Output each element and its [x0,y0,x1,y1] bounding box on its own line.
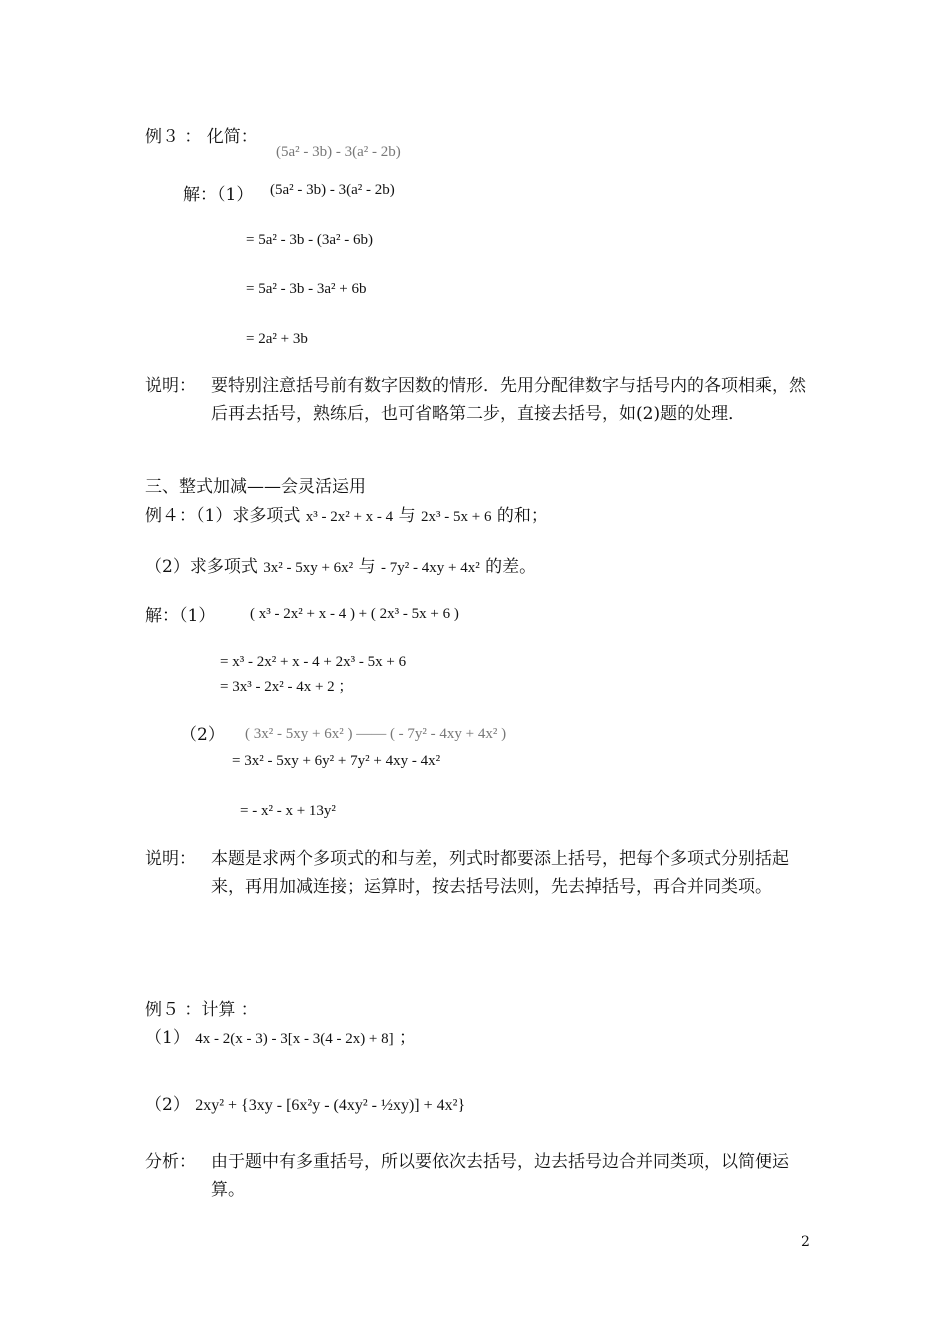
ex4-q1-mid: 与 [398,506,416,526]
ex5-title: 例５ ：计算 ： [145,1000,258,1020]
page-number: 2 [801,1234,810,1250]
ex4-q2 [145,556,536,579]
note-2-text: 本题是求两个多项式的和与差，列式时都要添上括号，把每个多项式分别括起来，再用加减连接；运算时，按去括号法则，先去掉括号，再合并同类项。 [211,849,789,897]
ex5-q1-suffix: ； [399,1028,417,1048]
ex3-solution-expression: (5a² - 3b) - 3(a² - 2b) [270,182,395,198]
ex3-solution-label: 解：（1） [183,185,254,205]
ex5-q2-expression: 2xy² + {3xy - [6x²y - (4xy² - ½xy)] + 4x²} [195,1097,466,1114]
note-1-text: 要特别注意括号前有数字因数的情形．先用分配律数字与括号内的各项相乘，然后再去括号，熟练后，也可省略第二步，直接去括号，如(2)题的处理． [211,376,806,424]
ex4-q1-expression-1: x³ - 2x² + x - 4 [305,509,394,525]
ex5-q2-label: （2） [145,1095,190,1115]
ex4-solution-1-step-2: = 3x³ - 2x² - 4x + 2 ； [220,679,354,695]
ex4-q1-expression-2: 2x³ - 5x + 6 [421,509,492,525]
ex4-q2-suffix: 的差。 [485,557,537,577]
note-1 [145,372,825,462]
note-1-label: 说明： [145,376,196,396]
ex5-q1-label: （1） [145,1028,190,1048]
ex4-q2-expression-2: - 7y² - 4xy + 4x² [381,560,480,576]
ex3-step-1: = 5a² - 3b - (3a² - 6b) [246,232,373,248]
ex4-solution-1-step-1: = x³ - 2x² + x - 4 + 2x³ - 5x + 6 [220,654,407,670]
ex4-q1-prefix: 例４：（1）求多项式 [145,506,301,526]
ex4-solution-2-step-1: = 3x² - 5xy + 6y² + 7y² + 4xy - 4x² [232,753,441,769]
ex3-title: 例３ ： 化简： [145,127,258,147]
ex4-solution-2-expression: ( 3x² - 5xy + 6x² ) —— ( - 7y² - 4xy + 4x² ) [245,726,507,742]
ex5-q1-expression: 4x - 2(x - 3) - 3[x - 3(4 - 2x) + 8] [195,1031,394,1047]
ex4-solution-2-label: （2） [180,725,225,745]
ex3-step-2: = 5a² - 3b - 3a² + 6b [246,281,367,297]
ex4-q2-mid: 与 [358,557,376,577]
note-2-label: 说明： [145,849,196,869]
section-3-heading: 三、整式加减——会灵活运用 [145,477,366,497]
ex4-q1-suffix: 的和； [496,506,548,526]
ex4-q2-expression-1: 3x² - 5xy + 6x² [263,560,354,576]
ex3-step-3: = 2a² + 3b [246,331,308,347]
ex5-q1 [145,1027,416,1050]
ex4-q1 [145,505,548,528]
analysis-label: 分析： [145,1152,196,1172]
analysis-text: 由于题中有多重括号，所以要依次去括号，边去括号边合并同类项，以简便运算。 [211,1152,789,1200]
ex4-solution-1-expression: ( x³ - 2x² + x - 4 ) + ( 2x³ - 5x + 6 ) [250,606,459,622]
ex5-q2 [145,1094,465,1117]
analysis [145,1148,825,1208]
ex4-q2-prefix: （2）求多项式 [145,557,258,577]
note-2 [145,845,825,935]
ex4-solution-label: 解：（1） [145,606,216,626]
ex3-expression: (5a² - 3b) - 3(a² - 2b) [276,144,401,160]
ex4-solution-2-step-2: = - x² - x + 13y² [240,803,336,819]
